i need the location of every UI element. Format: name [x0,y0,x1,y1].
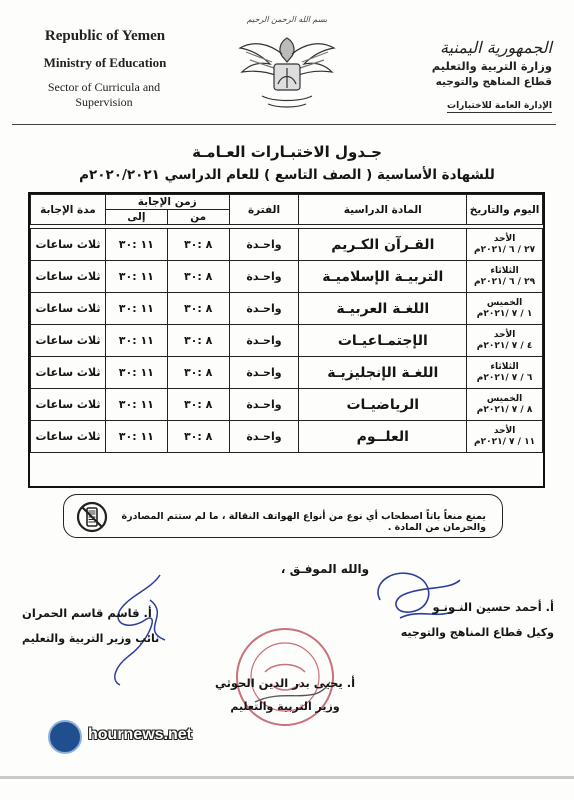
arabic-dept-wrap [382,93,552,113]
duration-cell: ثلاث ساعات [31,357,106,389]
duration-cell: ثلاث ساعات [31,325,106,357]
day-date-cell [467,261,543,293]
left-signature-scribble [90,570,190,690]
basmala-caption: بسم الله الرحمن الرحيم [246,15,328,24]
table-row [31,229,543,261]
exam-date: ١ / ٧ /٢٠٢١م [476,308,533,319]
exam-date: ٢٩ / ٦ /٢٠٢١م [474,276,536,287]
phone-ban-notice [63,494,503,538]
day-date-cell [467,421,543,453]
exam-schedule-table [28,192,545,488]
exam-date: ١١ / ٧ /٢٠٢١م [474,436,536,447]
yemen-emblem-icon [232,18,342,114]
subject-cell: القـرآن الكـريم [299,229,467,261]
period-cell: واحـدة [229,389,299,421]
english-sector-name: Sector of Curricula and Supervision [47,80,161,109]
header-divider [12,124,556,125]
day-name: الأحد [493,329,516,340]
right-signatory-name: أ. أحمد حسين النـونـو [432,600,554,614]
from-cell: ٨ :٣٠ [167,229,229,261]
document-subtitle: للشهادة الأساسية ( الصف التاسع ) للعام الدراسي ٢٠٢٠/٢٠٢١م [79,167,495,183]
from-cell: ٨ :٣٠ [167,389,229,421]
period-cell: واحـدة [229,229,299,261]
period-cell: واحـدة [229,325,299,357]
period-cell: واحـدة [229,421,299,453]
header-period: الفترة [229,195,299,225]
day-name: الخميس [486,297,523,308]
duration-cell: ثلاث ساعات [31,421,106,453]
exam-date: ٤ / ٧ /٢٠٢١م [476,340,533,351]
day-name: الخميس [486,393,523,404]
from-cell: ٨ :٣٠ [167,357,229,389]
table-row [31,421,543,453]
exam-date: ٦ / ٧ /٢٠٢١م [476,372,533,383]
header-answer-time: زمن الإجابة [105,195,229,210]
exam-date: ٨ / ٧ /٢٠٢١م [476,404,533,415]
notice-text: يمنع منعاً باتاً اصطحاب أي نوع من أنواع الهواتف النقالة ، ما لم ستتم المصادرة والحرمان من المادة . [121,511,486,533]
day-date-cell [467,325,543,357]
right-signatory-title: وكيل قطاع المناهج والتوجيه [400,626,554,639]
header-day-date: اليوم والتاريخ [467,195,543,225]
subject-cell: اللغـة العربيـة [299,293,467,325]
arabic-exam-dept: الإدارة العامة للاختبارات [447,101,552,111]
subject-cell: العلــوم [299,421,467,453]
bottom-edge [0,776,574,779]
center-signatory-name: أ. يحيى بدر الدين الحوثي [214,676,356,690]
site-logo-icon [48,720,82,754]
left-signatory-title: نائب وزير التربية والتعليم [22,632,160,645]
header-duration: مدة الإجابة [31,195,106,225]
duration-cell: ثلاث ساعات [31,261,106,293]
left-signatory-name: أ. قاسم قاسم الحمران [22,606,152,620]
center-signatory-title: وزير التربية والتعليم [230,700,340,713]
subject-cell: الإجتمـاعيـات [299,325,467,357]
period-cell: واحـدة [229,293,299,325]
subject-cell: اللغـة الإنجليزيـة [299,357,467,389]
to-cell: ١١ :٣٠ [105,293,167,325]
to-cell: ١١ :٣٠ [105,421,167,453]
to-cell: ١١ :٣٠ [105,389,167,421]
arabic-ministry-name: وزارة التربية والتعليم [431,59,552,73]
duration-cell: ثلاث ساعات [31,293,106,325]
table-row [31,261,543,293]
to-cell: ١١ :٣٠ [105,357,167,389]
header-from: من [167,210,229,225]
arabic-republic-name: الجمهورية اليمنية [439,38,552,57]
to-cell: ١١ :٣٠ [105,261,167,293]
english-country-name: Republic of Yemen [44,28,166,44]
header-to: إلى [105,210,167,225]
day-date-cell [467,293,543,325]
day-date-cell [467,357,543,389]
day-name: الثلاثاء [490,265,519,276]
table-row [31,389,543,421]
period-cell: واحـدة [229,357,299,389]
to-cell: ١١ :٣٠ [105,229,167,261]
arabic-sector-name: قطاع المناهج والتوجيه [435,76,552,88]
from-cell: ٨ :٣٠ [167,325,229,357]
from-cell: ٨ :٣٠ [167,421,229,453]
from-cell: ٨ :٣٠ [167,261,229,293]
exam-date: ٢٧ / ٦ /٢٠٢١م [474,244,536,255]
period-cell: واحـدة [229,261,299,293]
subject-cell: التربيـة الإسلاميـة [299,261,467,293]
table-row [31,357,543,389]
day-date-cell [467,229,543,261]
no-phone-icon [76,501,108,533]
day-name: الأحد [493,233,516,244]
table-row [31,293,543,325]
to-cell: ١١ :٣٠ [105,325,167,357]
from-cell: ٨ :٣٠ [167,293,229,325]
day-name: الأحد [493,425,516,436]
document-title: جـدول الاختبـارات العـامـة [192,143,382,161]
duration-cell: ثلاث ساعات [31,389,106,421]
english-ministry-name: Ministry of Education [43,55,167,70]
subject-cell: الرياضيـات [299,389,467,421]
day-date-cell [467,389,543,421]
table-row [31,325,543,357]
header-subject: المادة الدراسية [299,195,467,225]
day-name: الثلاثاء [490,361,519,372]
closing-phrase: والله الموفـق ، [280,562,370,576]
site-watermark: hournews.net [88,726,193,743]
duration-cell: ثلاث ساعات [31,229,106,261]
